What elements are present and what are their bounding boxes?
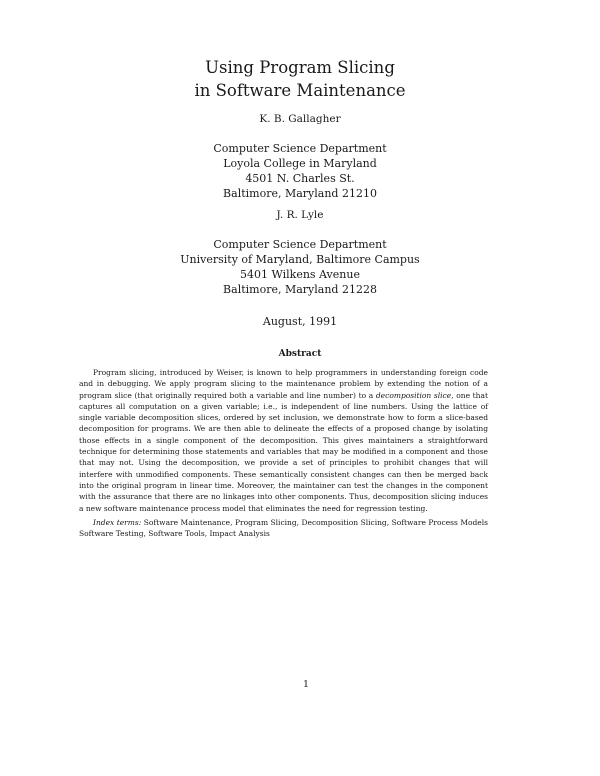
paper-date: August, 1991 bbox=[262, 315, 338, 328]
page-number: 1 bbox=[302, 679, 310, 690]
title-line-2: in Software Maintenance bbox=[194, 81, 406, 100]
affiliation-line: Computer Science Department bbox=[213, 238, 387, 251]
abstract-text-part2: , one that captures all computation on a given variable; i.e., is independent of line numbers. Using the lattice of single variable decomposition slices, ordered by set inclusion, we demonstrate how to form a slice-based decomposition for programs. We are then able to delineate the effects of a proposed change by isolating those effects in a single component of the decomposition. This gives maintainers a straightforward technique for determining those statements and variables that may be modified in a component and those that may not. Using the decomposition, we provide a set of principles to prohibit changes that will interfere with unmodified components. These semantically consistent changes can then be merged back into the original program in linear time. Moreover, the maintainer can test the changes in the component with the assurance that there are no linkages into other components. Thus, decomposition slicing induces a new software maintenance process model that eliminates the need for regression testing. bbox=[79, 390, 488, 513]
affiliation-line: University of Maryland, Baltimore Campus bbox=[180, 253, 420, 266]
affiliation-line: Loyola College in Maryland bbox=[223, 157, 377, 170]
affiliation-line: 4501 N. Charles St. bbox=[245, 172, 355, 185]
affiliation-line: Baltimore, Maryland 21210 bbox=[223, 187, 377, 200]
paper-title bbox=[0, 56, 580, 102]
author-name-1: K. B. Gallagher bbox=[259, 113, 341, 125]
abstract-body bbox=[79, 367, 488, 514]
index-terms bbox=[79, 517, 488, 540]
author-affiliation-1 bbox=[0, 141, 580, 201]
affiliation-line: Computer Science Department bbox=[213, 142, 387, 155]
index-terms-text: Software Maintenance, Program Slicing, Decomposition Slicing, Software Process Models Software Testing, Software Tools, Impact Analysis bbox=[79, 518, 488, 539]
affiliation-line: 5401 Wilkens Avenue bbox=[240, 268, 360, 281]
title-line-1: Using Program Slicing bbox=[205, 58, 395, 77]
author-affiliation-2 bbox=[0, 237, 580, 297]
abstract-emphasis: decomposition slice bbox=[375, 390, 452, 400]
author-name-2: J. R. Lyle bbox=[276, 209, 324, 221]
affiliation-line: Baltimore, Maryland 21228 bbox=[223, 283, 377, 296]
index-terms-label: Index terms: bbox=[93, 518, 142, 527]
abstract-text-part1: Program slicing, introduced by Weiser, is known to help programmers in understanding foreign code and in debugging. We apply program slicing to the maintenance problem by extending the notion of a program slice (that originally required both a variable and line number) to a bbox=[79, 368, 488, 400]
abstract-heading: Abstract bbox=[278, 349, 322, 359]
